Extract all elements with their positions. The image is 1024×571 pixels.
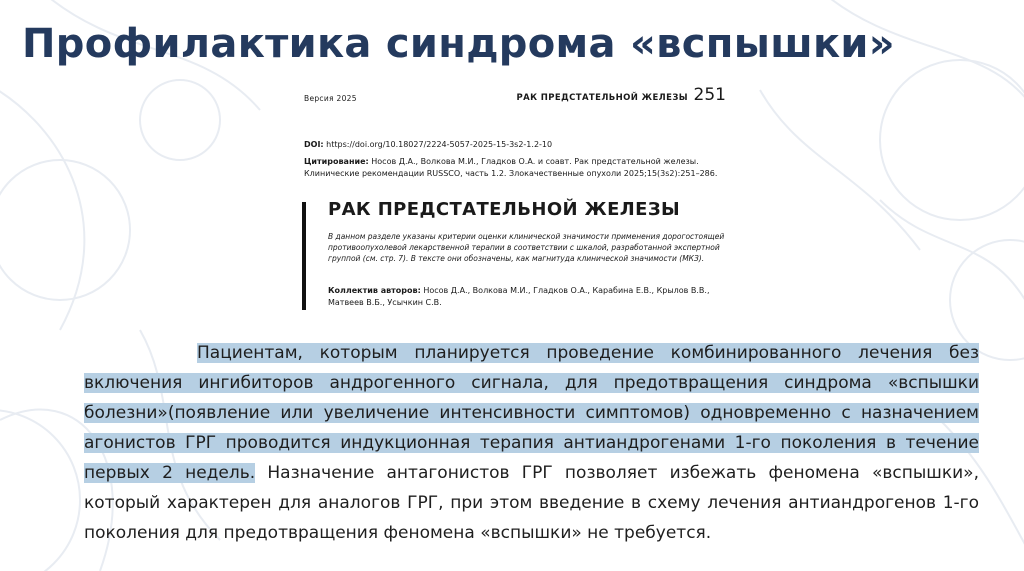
document-header: [304, 80, 728, 114]
section-heading: РАК ПРЕДСТАТЕЛЬНОЙ ЖЕЛЕЗЫ: [328, 199, 681, 220]
page-number: 251: [693, 85, 726, 105]
document-excerpt: [300, 80, 732, 320]
authors: [328, 285, 728, 309]
plain-text: Назначение антагонистов ГРГ позволяет избежать феномена «вспышки», который характерен для аналогов ГРГ, при этом введение в схему лечения антиандрогенов 1-го поколения для предотвращения феномена «вспышки» не требуется.: [84, 463, 979, 543]
authors-label: Коллектив авторов:: [328, 286, 421, 295]
citation: [304, 156, 728, 180]
document-version: Версия 2025: [304, 94, 357, 103]
body-paragraph: [84, 338, 979, 548]
citation-text: Носов Д.А., Волкова М.И., Гладков О.А. и соавт. Рак предстательной железы. Клинические рекомендации RUSSCO, часть 1.2. Злокачественные опухоли 2025;15(3s2):251–286.: [304, 157, 718, 178]
section-abstract: В данном разделе указаны критерии оценки клинической значимости применения дорогостоящей противоопухолевой лекарственной терапии в соответствии с шкалой, разработанной экспертной группой (см. стр. 7). В тексте они обозначены, как магнитуда клинической значимости (МКЗ).: [328, 232, 725, 263]
slide-title: Профилактика синдрома «вспышки»: [22, 21, 895, 67]
doi-value: https://doi.org/10.18027/2224-5057-2025-15-3s2-1.2-10: [326, 140, 553, 149]
running-title: РАК ПРЕДСТАТЕЛЬНОЙ ЖЕЛЕЗЫ: [516, 93, 688, 103]
section-accent-bar: [302, 202, 306, 310]
highlighted-text: Пациентам, которым планируется проведение комбинированного лечения без включения ингибиторов андрогенного сигнала, для предотвращения синдрома «вспышки болезни»(появление или увеличение интенсивности симптомов) одновременно с назначением агонистов ГРГ проводится индукционная терапия антиандрогенами 1-го поколения в течение первых 2 недель.: [84, 343, 979, 483]
citation-label: Цитирование:: [304, 157, 369, 166]
doi-line: [304, 140, 552, 149]
authors-text: Носов Д.А., Волкова М.И., Гладков О.А., Карабина Е.В., Крылов В.В., Матвеев В.Б., Усычкин С.В.: [328, 286, 710, 307]
doi-label: DOI:: [304, 140, 324, 149]
